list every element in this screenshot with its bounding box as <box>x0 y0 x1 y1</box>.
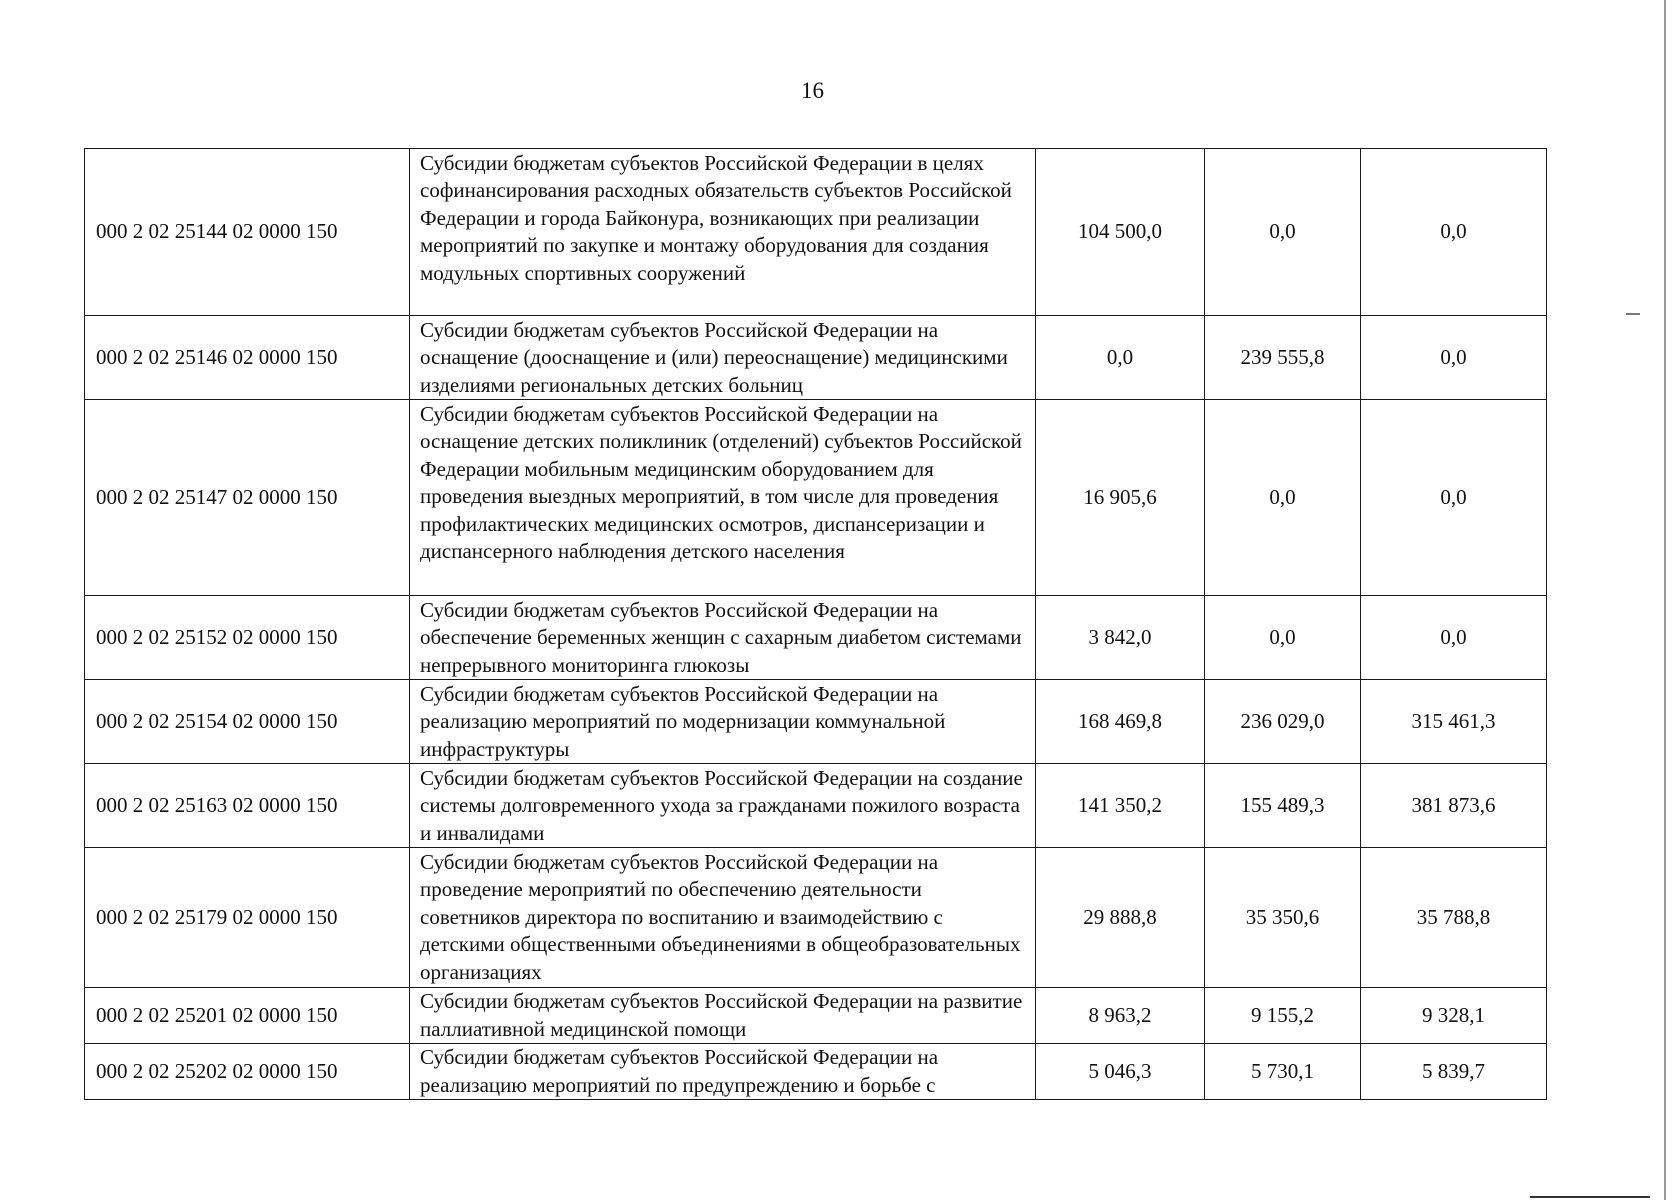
row-description <box>410 596 1036 680</box>
row-description <box>410 149 1036 316</box>
budget-code: 000 2 02 25179 02 0000 150 <box>85 848 410 988</box>
value-year-1: 168 469,8 <box>1036 680 1205 764</box>
value-year-3: 0,0 <box>1361 400 1547 596</box>
row-description <box>410 400 1036 596</box>
scan-artifact <box>1664 0 1666 1200</box>
value-year-1: 5 046,3 <box>1036 1044 1205 1100</box>
budget-code: 000 2 02 25202 02 0000 150 <box>85 1044 410 1100</box>
budget-code: 000 2 02 25201 02 0000 150 <box>85 988 410 1044</box>
row-description <box>410 1044 1036 1100</box>
row-description-text: Субсидии бюджетам субъектов Российской Федерации на развитие паллиативной медицинской помощи <box>420 989 1023 1041</box>
value-year-1: 104 500,0 <box>1036 149 1205 316</box>
row-description <box>410 680 1036 764</box>
table-row <box>85 400 1547 596</box>
budget-code: 000 2 02 25163 02 0000 150 <box>85 764 410 848</box>
value-year-3: 5 839,7 <box>1361 1044 1547 1100</box>
value-year-2: 9 155,2 <box>1205 988 1361 1044</box>
row-description-text: Субсидии бюджетам субъектов Российской Федерации в целях софинансирования расходных обязательств субъектов Российской Федерации и города Байконура, возникающих при реализации мероприятий по закупке и монтажу оборудования для создания модульных спортивных сооружений <box>420 150 1012 285</box>
row-description-text: Субсидии бюджетам субъектов Российской Федерации на реализацию мероприятий по модернизации коммунальной инфраструктуры <box>420 681 946 761</box>
value-year-3: 381 873,6 <box>1361 764 1547 848</box>
value-year-1: 29 888,8 <box>1036 848 1205 988</box>
budget-table <box>84 148 1547 1100</box>
budget-code: 000 2 02 25144 02 0000 150 <box>85 149 410 316</box>
value-year-1: 8 963,2 <box>1036 988 1205 1044</box>
value-year-3: 0,0 <box>1361 596 1547 680</box>
row-description-text: Субсидии бюджетам субъектов Российской Федерации на создание системы долговременного ухода за гражданами пожилого возраста и инвалидами <box>420 765 1023 845</box>
table-row <box>85 596 1547 680</box>
budget-code: 000 2 02 25152 02 0000 150 <box>85 596 410 680</box>
table-row <box>85 764 1547 848</box>
budget-code: 000 2 02 25154 02 0000 150 <box>85 680 410 764</box>
value-year-1: 0,0 <box>1036 316 1205 400</box>
scan-artifact <box>1530 1196 1650 1198</box>
scan-artifact <box>1626 313 1640 315</box>
table-row <box>85 988 1547 1044</box>
value-year-1: 16 905,6 <box>1036 400 1205 596</box>
value-year-3: 9 328,1 <box>1361 988 1547 1044</box>
value-year-3: 315 461,3 <box>1361 680 1547 764</box>
page-number: 16 <box>801 78 824 103</box>
value-year-3: 0,0 <box>1361 316 1547 400</box>
row-description <box>410 316 1036 400</box>
row-description-text: Субсидии бюджетам субъектов Российской Федерации на обеспечение беременных женщин с сахарным диабетом системами непрерывного мониторинга глюкозы <box>420 597 1022 677</box>
value-year-2: 0,0 <box>1205 400 1361 596</box>
value-year-2: 5 730,1 <box>1205 1044 1361 1100</box>
value-year-1: 3 842,0 <box>1036 596 1205 680</box>
value-year-2: 155 489,3 <box>1205 764 1361 848</box>
table-row <box>85 149 1547 316</box>
value-year-2: 236 029,0 <box>1205 680 1361 764</box>
budget-code: 000 2 02 25146 02 0000 150 <box>85 316 410 400</box>
value-year-1: 141 350,2 <box>1036 764 1205 848</box>
table-row <box>85 680 1547 764</box>
row-description-text: Субсидии бюджетам субъектов Российской Федерации на оснащение детских поликлиник (отделений) субъектов Российской Федерации мобильным медицинским оборудованием для проведения выездных мероприятий, в том числе для проведения профилактических медицинских осмотров, диспансеризации и диспансерного наблюдения детского населения <box>420 401 1022 563</box>
table-row <box>85 848 1547 988</box>
row-description-text: Субсидии бюджетам субъектов Российской Федерации на реализацию мероприятий по предупреждению и борьбе с <box>420 1045 939 1097</box>
value-year-2: 0,0 <box>1205 149 1361 316</box>
value-year-2: 0,0 <box>1205 596 1361 680</box>
row-description-text: Субсидии бюджетам субъектов Российской Федерации на оснащение (дооснащение и (или) переоснащение) медицинскими изделиями региональных детских больниц <box>420 317 1008 397</box>
value-year-2: 239 555,8 <box>1205 316 1361 400</box>
value-year-3: 0,0 <box>1361 149 1547 316</box>
row-description-text: Субсидии бюджетам субъектов Российской Федерации на проведение мероприятий по обеспечению деятельности советников директора по воспитанию и взаимодействию с детскими общественными объединениями в общеобразовательных организациях <box>420 849 1021 984</box>
value-year-2: 35 350,6 <box>1205 848 1361 988</box>
value-year-3: 35 788,8 <box>1361 848 1547 988</box>
budget-code: 000 2 02 25147 02 0000 150 <box>85 400 410 596</box>
row-description <box>410 988 1036 1044</box>
table-row <box>85 316 1547 400</box>
row-description <box>410 848 1036 988</box>
row-description <box>410 764 1036 848</box>
table-row <box>85 1044 1547 1100</box>
